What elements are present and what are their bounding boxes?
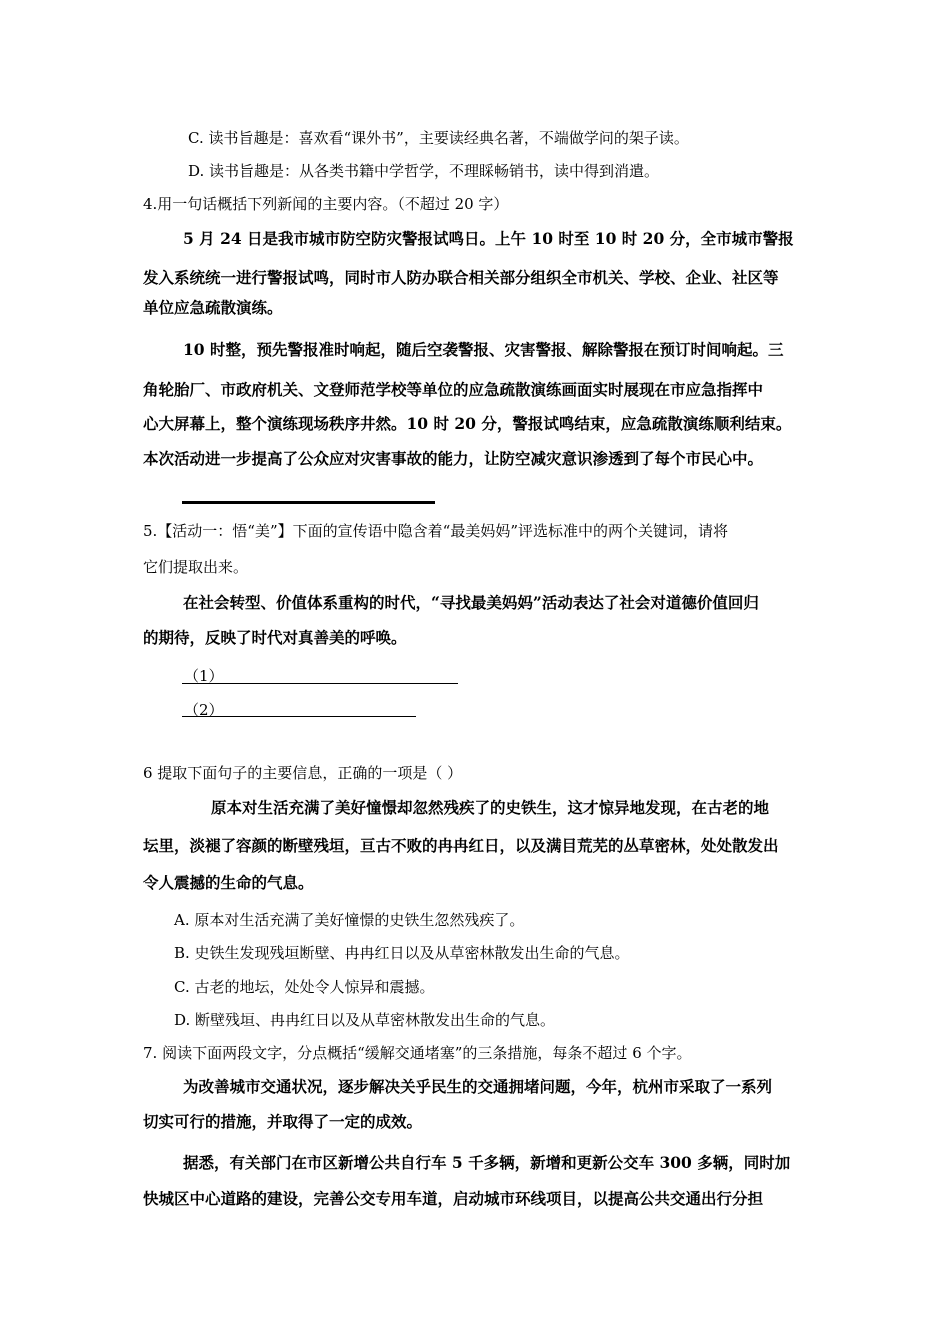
q3-option-c: C. 读书旨趣是：喜欢看“课外书”，主要读经典名著，不端做学问的架子读。: [188, 129, 689, 147]
q5-passage-line: 在社会转型、价值体系重构的时代，“寻找最美妈妈”活动表达了社会对道德价值回归: [183, 593, 759, 612]
q6-option-b: B. 史铁生发现残垣断壁、冉冉红日以及从草密林散发出生命的气息。: [174, 944, 630, 962]
q4-prompt: 4.用一句话概括下列新闻的主要内容。（不超过 20 字）: [143, 195, 509, 213]
q5-passage-line: 的期待，反映了时代对真善美的呼唤。: [143, 628, 407, 647]
q6-passage-line: 令人震撼的生命的气息。: [143, 873, 314, 892]
q6-passage-line: 原本对生活充满了美好憧憬却忽然残疾了的史铁生，这才惊异地发现，在古老的地: [211, 798, 770, 817]
q5-prompt: 5.【活动一：悟“美”】下面的宣传语中隐含着“最美妈妈”评选标准中的两个关键词，请将: [143, 522, 728, 540]
q5-blank-1-line: [182, 683, 458, 684]
q5-blank-2-line: [182, 716, 416, 717]
q7-passage-line: 据悉，有关部门在市区新增公共自行车 5 千多辆，新增和更新公交车 300 多辆，同时加: [183, 1153, 791, 1172]
q4-passage-line: 发入系统统一进行警报试鸣，同时市人防办联合相关部分组织全市机关、学校、企业、社区等: [143, 268, 779, 287]
q7-passage-line: 为改善城市交通状况，逐步解决关乎民生的交通拥堵问题，今年，杭州市采取了一系列: [183, 1077, 773, 1096]
q4-passage-line: 单位应急疏散演练。: [143, 298, 283, 317]
q5-blank-1-label: （1）: [184, 667, 224, 685]
q6-option-a: A. 原本对生活充满了美好憧憬的史铁生忽然残疾了。: [174, 911, 525, 929]
q6-prompt: 6 提取下面句子的主要信息，正确的一项是（ ）: [143, 764, 463, 782]
q7-prompt: 7. 阅读下面两段文字，分点概括“缓解交通堵塞”的三条措施，每条不超过 6 个字。: [143, 1044, 692, 1062]
q4-passage-line: 心大屏幕上，整个演练现场秩序井然。10 时 20 分，警报试鸣结束，应急疏散演练顺利结束。: [143, 414, 792, 433]
q5-prompt: 它们提取出来。: [143, 558, 249, 576]
q5-blank-2-label: （2）: [184, 701, 224, 719]
q4-answer-line: [182, 501, 435, 504]
q4-passage-line: 10 时整，预先警报准时响起，随后空袭警报、灾害警报、解除警报在预订时间响起。三: [183, 340, 784, 359]
q6-option-d: D. 断壁残垣、冉冉红日以及从草密林散发出生命的气息。: [174, 1011, 556, 1029]
q6-option-c: C. 古老的地坛，处处令人惊异和震撼。: [174, 978, 435, 996]
q4-passage-line: 本次活动进一步提高了公众应对灾害事故的能力，让防空减灾意识渗透到了每个市民心中。: [143, 449, 764, 468]
q7-passage-line: 快城区中心道路的建设，完善公交专用车道，启动城市环线项目，以提高公共交通出行分担: [143, 1189, 764, 1208]
q4-passage-line: 5 月 24 日是我市城市防空防灾警报试鸣日。上午 10 时至 10 时 20 分，全市城市警报: [183, 229, 794, 248]
q3-option-d: D. 读书旨趣是：从各类书籍中学哲学，不理睬畅销书，读中得到消遣。: [188, 162, 660, 180]
q7-passage-line: 切实可行的措施，并取得了一定的成效。: [143, 1112, 423, 1131]
q4-passage-line: 角轮胎厂、市政府机关、文登师范学校等单位的应急疏散演练画面实时展现在市应急指挥中: [143, 380, 764, 399]
q6-passage-line: 坛里，淡褪了容颜的断壁残垣，亘古不败的冉冉红日，以及满目荒芜的丛草密林，处处散发出: [143, 836, 779, 855]
